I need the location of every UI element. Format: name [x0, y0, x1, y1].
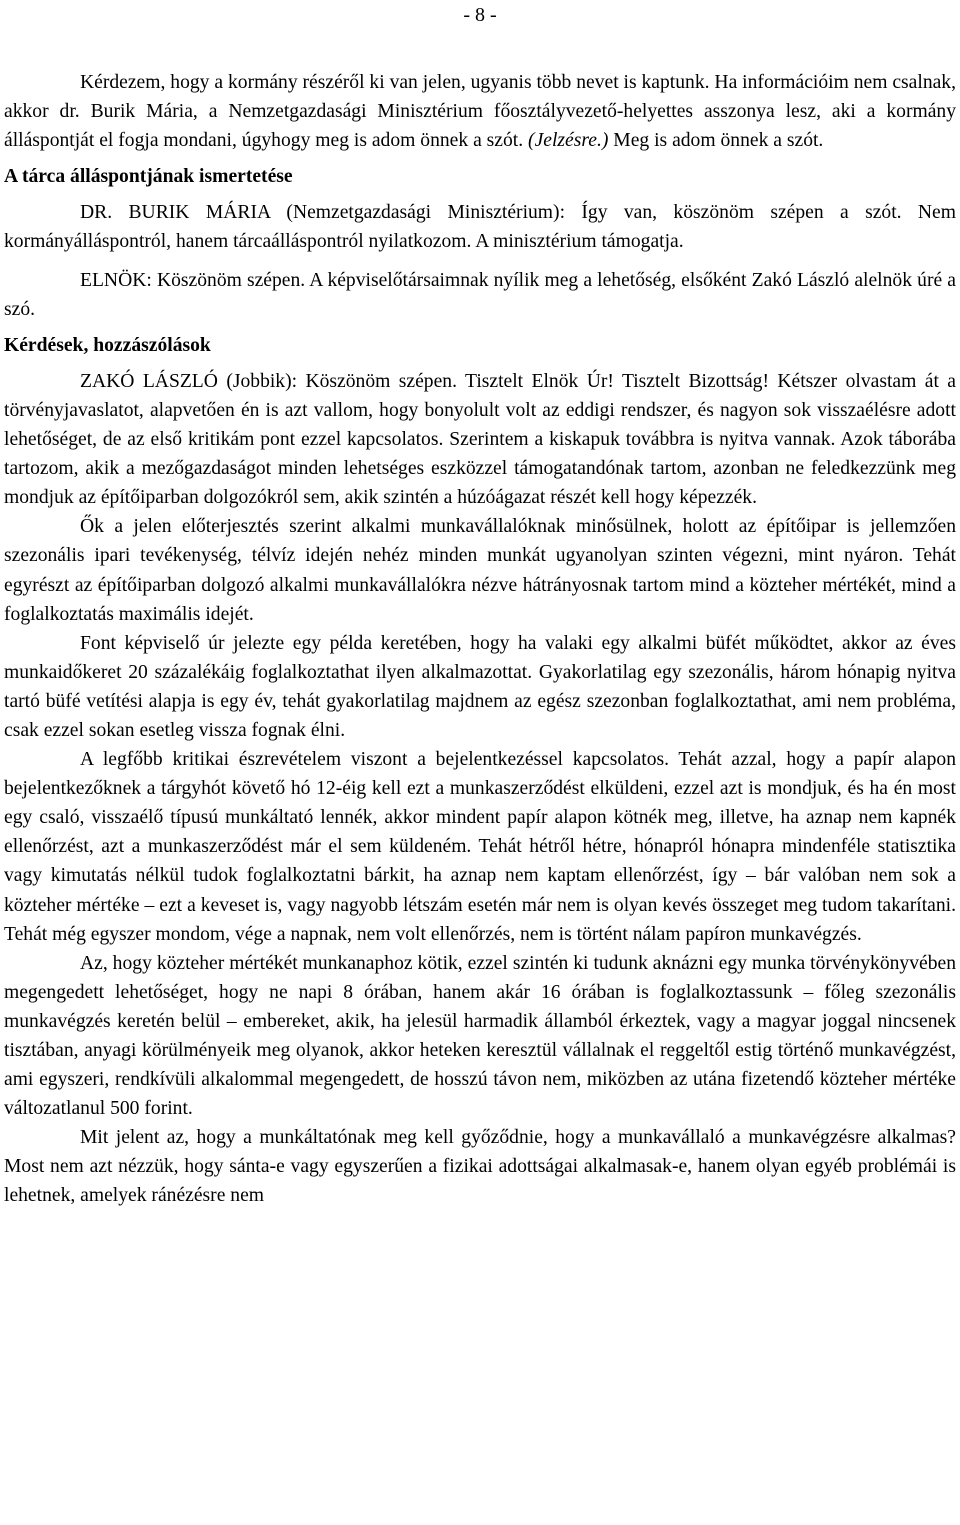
paragraph-zako-1: ZAKÓ LÁSZLÓ (Jobbik): Köszönöm szépen. Tisztelt Elnök Úr! Tisztelt Bizottság! Kétszer olvastam át a törvényjavaslatot, alapvetően én is azt vallom, hogy bonyolult volt az eddigi rendszer, és nagyon sok visszaélésre adott lehetőséget, de az első kritikám pont ezzel kapcsolatos. Szerintem a kiskapuk továbbra is nyitva vannak. Azok táborába tartozom, akik a mezőgazdaságot minden lehetséges eszközzel támogatandónak tartom, azonban ne feledkezzünk meg mondjuk az építőiparban dolgozókról sem, akik szintén a húzóágazat részét kell hogy képezzék.	[4, 370, 956, 509]
paragraph-zako-4: A legfőbb kritikai észrevételem viszont a bejelentkezéssel kapcsolatos. Tehát azzal, hogy a papír alapon bejelentkezőknek a tárgyhót követő hó 12-éig kell ezt a munkaszerződést elküldeni, ezzel azt is mondjuk, és ha én most egy csaló, visszaélő típusú munkáltató lennék, akkor mindent papír alapon kötnék meg, illetve, ha aznap nem kapnék ellenőrzést, azt a munkaszerződést már el sem küldeném. Tehát hétről hétre, hónapról hónapra mindenféle statisztika vagy kimutatás nélkül tudok foglalkoztatni bárkit, ha aznap nem kaptam ellenőrzést, így – bár valóban nem sok a közteher mértéke – ezt a keveset is, vagy nagyobb létszám esetén már nem is olyan kevés összeget meg tudom takarítani. Tehát még egyszer mondom, vége a napnak, nem volt ellenőrzés, nem is történt nálam papíron munkavégzés.	[4, 749, 956, 945]
paragraph-zako-6: Mit jelent az, hogy a munkáltatónak meg kell győződnie, hogy a munkavállaló a munkavégzésre alkalmas? Most nem azt nézzük, hogy sánta-e vagy egyszerűen a fizikai adottságai alkalmasak-e, hanem olyan egyéb problémái is lehetnek, amelyek ránézésre nem	[4, 1127, 956, 1207]
page-number: - 8 -	[463, 4, 497, 26]
paragraph-intro-text: Kérdezem, hogy a kormány részéről ki van jelen, ugyanis több nevet is kaptunk. Ha információim nem csalnak, akkor dr. Burik Mária, a Nemzetgazdasági Minisztérium főosztályvezető-helyettes asszonya lesz, aki a kormány álláspontját el fogja mondani, úgyhogy meg is adom önnek a szót.	[4, 72, 957, 152]
document-body	[4, 68, 956, 1211]
section-heading-position: A tárca álláspontjának ismertetése	[4, 166, 293, 188]
paragraph-zako-3: Font képviselő úr jelezte egy példa keretében, hogy ha valaki egy alkalmi büfét működtet, akkor az éves munkaidőkeret 20 százalékáig foglalkoztathat ilyen alkalmazottat. Gyakorlatilag egy szezonális, három hónapig nyitva tartó büfé vetítési alapja is egy év, tehát gyakorlatilag majdnem az egész szezonban foglalkoztathat, ami nem probléma, csak ezzel sokan esetleg vissza fognak élni.	[4, 632, 956, 741]
paragraph-burik: DR. BURIK MÁRIA (Nemzetgazdasági Minisztérium): Így van, köszönöm szépen a szót. Nem kormányálláspontról, hanem tárcaálláspontról nyilatkozom. A minisztérium támogatja.	[4, 202, 956, 253]
paragraph-zako-5: Az, hogy közteher mértékét munkanaphoz kötik, ezzel szintén ki tudunk aknázni egy munka törvénykönyvében megengedett lehetőséget, hogy ne napi 8 órában, hanem akár 16 órában is foglalkoztassunk – főleg szezonális munkavégzés keretén belül – embereket, akik, ha jelesül harmadik államból érkeztek, vagy a magyar joggal nincsenek tisztában, anyagi körülményeik meg olyanok, akkor heteken keresztül vállalnak el reggeltől estig történő munkavégzést, ami egyszeri, rendkívüli alkalommal megengedett, de hosszú távon nem, miközben az utána fizetendő közteher mértéke változatlanul 500 forint.	[4, 952, 956, 1120]
section-heading-questions: Kérdések, hozzászólások	[4, 334, 211, 356]
paragraph-elnok: ELNÖK: Köszönöm szépen. A képviselőtársaimnak nyílik meg a lehetőség, elsőként Zakó László alelnök úré a szó.	[4, 269, 956, 320]
paragraph-zako-2: Ők a jelen előterjesztés szerint alkalmi munkavállalóknak minősülnek, holott az építőipar is jellemzően szezonális ipari tevékenység, télvíz idején nehéz minden munkát ugyanolyan szinten végezni, mint nyáron. Tehát egyrészt az építőiparban dolgozó alkalmi munkavállalókra nézve hátrányosnak tartom mind a közteher mértékét, mind a foglalkoztatás maximális idejét.	[4, 516, 956, 625]
spacer	[4, 257, 956, 266]
stage-direction: (Jelzésre.)	[528, 130, 609, 152]
paragraph-intro-tail: Meg is adom önnek a szót.	[613, 130, 824, 152]
paragraph-intro	[4, 68, 956, 155]
